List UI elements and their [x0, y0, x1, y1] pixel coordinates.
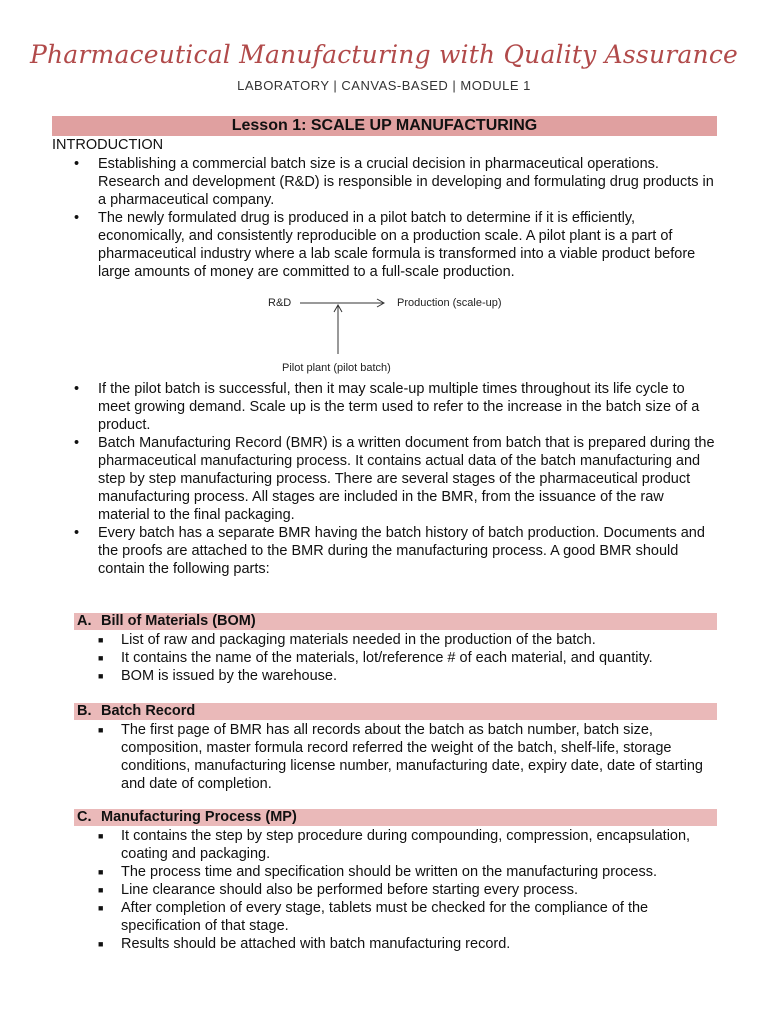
- list-item-text: It contains the step by step procedure during compounding, compression, encapsulation, coating and packaging.: [121, 828, 691, 862]
- intro-bullet-list: [52, 155, 717, 281]
- section-list-bom: [96, 631, 717, 685]
- square-bullet-icon: ■: [98, 831, 104, 841]
- bullet-icon: •: [74, 381, 80, 397]
- intro-bullet-list-continued: [52, 380, 717, 578]
- list-item-text: Results should be attached with batch manufacturing record.: [121, 936, 511, 952]
- list-item-text: After completion of every stage, tablets must be checked for the compliance of the specification of that stage.: [121, 900, 649, 934]
- bullet-icon: •: [74, 156, 80, 172]
- diagram-production-label: Production (scale-up): [397, 297, 502, 309]
- list-item-text: BOM is issued by the warehouse.: [121, 668, 337, 684]
- list-item-text: List of raw and packaging materials needed in the production of the batch.: [121, 632, 596, 648]
- bullet-icon: •: [74, 525, 80, 541]
- list-item: [52, 155, 717, 209]
- square-bullet-icon: ■: [98, 653, 104, 663]
- section-list-batch-record: [96, 721, 717, 793]
- section-heading-batch-record: [74, 703, 717, 720]
- list-item-text: The process time and specification should be written on the manufacturing process.: [121, 864, 657, 880]
- square-bullet-icon: ■: [98, 671, 104, 681]
- list-item-text: If the pilot batch is successful, then it may scale-up multiple times throughout its life cycle to meet growing demand. Scale up is the term used to refer to the increase in the batch size of a product.: [98, 381, 700, 433]
- list-item-text: Every batch has a separate BMR having the batch history of batch production. Documents and the proofs are attached to the BMR during the manufacturing process. A good BMR should contain the following parts:: [98, 525, 705, 577]
- square-bullet-icon: ■: [98, 635, 104, 645]
- section-title: Bill of Materials (BOM): [101, 613, 256, 629]
- section-heading-bom: [74, 613, 717, 630]
- list-item-text: The newly formulated drug is produced in a pilot batch to determine if it is efficiently, economically, and consistently reproducible on a production scale. A pilot plant is a part of pharmaceutical industry where a lab scale formula is transformed into a viable product before large amounts of money are committed to a full-scale production.: [98, 210, 696, 280]
- document-subtitle: LABORATORY | CANVAS-BASED | MODULE 1: [237, 78, 531, 93]
- list-item: [52, 380, 717, 434]
- document-title: Pharmaceutical Manufacturing with Quality Assurance: [29, 40, 739, 69]
- list-item-text: Batch Manufacturing Record (BMR) is a written document from batch that is prepared during the pharmaceutical manufacturing process. It contains actual data of the batch manufacturing and step by step manufacturing process. There are several stages of the pharmaceutical product manufacturing process. All stages are included in the BMR, from the issuance of the raw material to the final packaging.: [98, 435, 715, 523]
- list-item: [52, 209, 717, 281]
- list-item-text: It contains the name of the materials, lot/reference # of each material, and quantity.: [121, 650, 653, 666]
- list-item: [96, 631, 717, 649]
- lesson-title: Lesson 1: SCALE UP MANUFACTURING: [52, 116, 717, 136]
- list-item: [96, 721, 717, 793]
- section-title: Manufacturing Process (MP): [101, 809, 297, 825]
- bullet-icon: •: [74, 435, 80, 451]
- scale-up-diagram: [262, 290, 512, 380]
- list-item: [52, 524, 717, 578]
- list-item: [96, 935, 717, 953]
- section-letter: C.: [77, 809, 92, 825]
- section-letter: A.: [77, 613, 92, 629]
- square-bullet-icon: ■: [98, 903, 104, 913]
- list-item: [96, 881, 717, 899]
- section-letter: B.: [77, 703, 92, 719]
- diagram-rd-label: R&D: [268, 297, 292, 309]
- diagram-pilot-label: Pilot plant (pilot batch): [282, 362, 391, 374]
- square-bullet-icon: ■: [98, 885, 104, 895]
- list-item: [52, 434, 717, 524]
- list-item: [96, 863, 717, 881]
- square-bullet-icon: ■: [98, 867, 104, 877]
- section-heading-manufacturing-process: [74, 809, 717, 826]
- square-bullet-icon: ■: [98, 725, 104, 735]
- list-item: [96, 827, 717, 863]
- list-item: [96, 667, 717, 685]
- section-title: Batch Record: [101, 703, 196, 719]
- intro-heading: INTRODUCTION: [52, 137, 164, 153]
- list-item: [96, 899, 717, 935]
- list-item-text: The first page of BMR has all records about the batch as batch number, batch size, composition, master formula record referred the weight of the batch, shelf-life, storage conditions, manufacturing license number, manufacturing date, expiry date, date of starting and date of completion.: [121, 722, 703, 792]
- list-item-text: Line clearance should also be performed before starting every process.: [121, 882, 579, 898]
- square-bullet-icon: ■: [98, 939, 104, 949]
- section-list-manufacturing-process: [96, 827, 717, 953]
- bullet-icon: •: [74, 210, 80, 226]
- list-item-text: Establishing a commercial batch size is a crucial decision in pharmaceutical operations. Research and development (R&D) is responsible in developing and formulating drug products in a pharmaceutical company.: [98, 156, 714, 208]
- list-item: [96, 649, 717, 667]
